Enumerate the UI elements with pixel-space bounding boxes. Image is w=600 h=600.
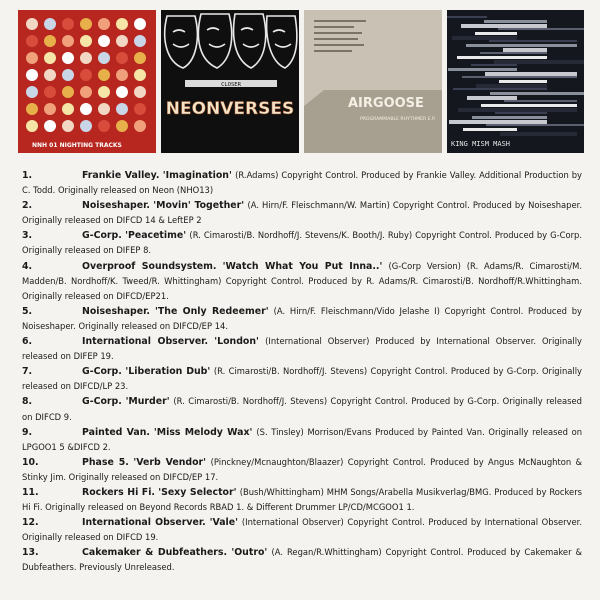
track-artist: Noiseshaper. xyxy=(82,200,150,212)
glitch-bar xyxy=(481,104,577,107)
track-number: 9. xyxy=(22,426,33,438)
track-entry xyxy=(22,545,582,575)
track-title: 'Murder' xyxy=(125,396,170,408)
track-entry xyxy=(22,304,582,334)
dot-shape xyxy=(26,120,38,132)
glitch-bar xyxy=(498,28,584,30)
track-title: 'Verb Vendor' xyxy=(133,456,207,468)
dot-shape xyxy=(62,86,74,98)
dot-shape xyxy=(80,35,92,47)
dot-shape xyxy=(116,52,128,64)
track-number: 13. xyxy=(22,547,39,559)
track-entry xyxy=(22,364,582,394)
cover-small-text: CLOSER xyxy=(221,82,241,88)
track-credit: (R.Adams) Copyright Control. Produced by Frankie Valley. Additional Production by C. Todd. Originally released on Neon (NHO13) xyxy=(22,170,583,196)
track-number: 2. xyxy=(22,200,33,212)
dot-shape xyxy=(116,103,128,115)
track-title: 'Sexy Selector' xyxy=(158,486,237,498)
track-number: 5. xyxy=(22,305,33,317)
dot-shape xyxy=(26,35,38,47)
dot-shape xyxy=(116,69,128,81)
dot-shape xyxy=(134,18,146,30)
track-title: 'Miss Melody Wax' xyxy=(153,426,253,438)
track-entry xyxy=(22,259,582,304)
track-credit: (R. Cimarosti/B. Nordhoff/J. Stevens) Copyright Control. Produced by G-Corp. Originally released on DIFCD/LP 23. xyxy=(22,366,582,392)
dot-shape xyxy=(98,69,110,81)
dot-shape xyxy=(44,18,56,30)
glitch-bar xyxy=(499,80,547,83)
dot-shape xyxy=(62,103,74,115)
glitch-bar xyxy=(494,60,584,64)
dot-shape xyxy=(26,69,38,81)
glitch-bar xyxy=(457,56,547,59)
glitch-bar xyxy=(472,116,547,119)
glitch-bar xyxy=(500,132,577,136)
track-number: 11. xyxy=(22,486,39,498)
glitch-bar xyxy=(462,76,577,78)
glitch-bar xyxy=(461,24,547,28)
glitch-bar xyxy=(486,124,584,126)
track-credit: (G-Corp Version) (R. Adams/R. Cimarosti/M. Madden/B. Nordhoff/K. Tweed/R. Whittingham) Copyright Control. Produced by R. Adams/R. Cimarosti/B. Nordhoff/R.Whittingham. Originally released on DIFCD/EP21. xyxy=(22,260,582,301)
track-artist: International Observer. xyxy=(82,517,206,529)
dot-shape xyxy=(62,69,74,81)
glitch-bar xyxy=(489,40,577,42)
glitch-cover xyxy=(447,10,584,153)
track-title: 'Peacetime' xyxy=(125,230,187,242)
track-credit: (Pinckney/Mcnaughton/Blaazer) Copyright Control. Produced by Angus McNaughton & Stinky Jim. Originally released on DIFCD/EP 17. xyxy=(22,456,582,482)
glitch-bar xyxy=(484,20,547,23)
glitch-bar xyxy=(463,128,517,131)
dot-shape xyxy=(44,69,56,81)
track-credit: (A. Hirn/F. Fleischmann/Vido Jelashe I) Copyright Control. Produced by Noiseshaper. Originally released on DIFCD/EP 14. xyxy=(22,305,582,331)
track-artist: Rockers Hi Fi. xyxy=(82,486,155,498)
dot-shape xyxy=(26,18,38,30)
track-entry xyxy=(22,515,582,545)
track-credit: (S. Tinsley) Morrison/Evans Produced by Painted Van. Originally released on LPGOO1 5 &DIFCD 2. xyxy=(22,426,583,452)
neonverses-cover xyxy=(161,10,299,153)
track-title: 'Watch What You Put Inna..' xyxy=(222,260,383,272)
track-artist: G-Corp. xyxy=(82,230,122,242)
dot-shape xyxy=(134,52,146,64)
track-artist: G-Corp. xyxy=(82,366,122,378)
track-title: 'Imagination' xyxy=(162,170,232,181)
dot-shape xyxy=(80,120,92,132)
track-artist: Noiseshaper. xyxy=(82,305,150,317)
album-covers-row xyxy=(18,10,584,156)
dot-shape xyxy=(80,69,92,81)
dot-shape xyxy=(26,52,38,64)
track-number: 3. xyxy=(22,230,33,242)
glitch-bar xyxy=(449,120,547,124)
neon-red-cover xyxy=(18,10,156,153)
glitch-bar xyxy=(458,108,577,112)
track-credit: (A. Regan/R.Whittingham) Copyright Control. Produced by Cakemaker & Dubfeathers. Previously Unreleased. xyxy=(22,547,582,573)
airgoose-cover xyxy=(304,10,442,153)
glitch-bar xyxy=(447,16,487,18)
dot-shape xyxy=(134,69,146,81)
track-number: 4. xyxy=(22,260,33,272)
track-credit: (Bush/Whittingham) MHM Songs/Arabella Musikverlag/BMG. Produced by Rockers Hi Fi. Originally released on Beyond Records RBAD 1. & Different Drummer LP/CD/MCGOO1 1. xyxy=(22,486,583,513)
dot-shape xyxy=(98,103,110,115)
glitch-bar xyxy=(480,52,547,54)
track-artist: G-Corp. xyxy=(82,396,122,408)
dot-shape xyxy=(134,103,146,115)
dot-shape xyxy=(62,120,74,132)
track-title: 'London' xyxy=(214,336,259,348)
dot-shape xyxy=(44,103,56,115)
track-number: 8. xyxy=(22,396,33,408)
track-credit: (International Observer) Produced by International Observer. Originally released on DIFEP 19. xyxy=(22,336,582,362)
track-title: 'The Only Redeemer' xyxy=(155,305,269,317)
airgoose-artwork xyxy=(304,10,442,153)
dot-shape xyxy=(44,35,56,47)
dot-shape xyxy=(44,52,56,64)
dot-shape xyxy=(62,52,74,64)
dot-shape xyxy=(80,86,92,98)
dot-shape xyxy=(134,120,146,132)
dot-shape xyxy=(98,18,110,30)
track-credit: (A. Hirn/F. Fleischmann/W. Martin) Copyright Control. Produced by Noiseshaper. Originally released on DIFCD 14 & LeftEP 2 xyxy=(22,200,582,226)
track-number: 7. xyxy=(22,366,33,378)
glitch-bar xyxy=(490,92,584,95)
dot-shape xyxy=(116,18,128,30)
track-title: 'Outro' xyxy=(231,547,268,559)
cover-title: NEONVERSES xyxy=(165,99,295,119)
track-number: 1. xyxy=(22,170,33,181)
dot-shape xyxy=(80,18,92,30)
cover-title: AIRGOOSE xyxy=(348,96,424,111)
dot-shape xyxy=(44,86,56,98)
dot-shape xyxy=(44,120,56,132)
glitch-bar xyxy=(504,100,577,102)
glitch-bar xyxy=(495,112,547,114)
glitch-bar xyxy=(453,88,547,90)
dot-shape xyxy=(98,120,110,132)
dot-shape xyxy=(62,35,74,47)
track-entry xyxy=(22,168,582,198)
dot-grid-artwork xyxy=(18,10,156,153)
track-number: 6. xyxy=(22,336,33,348)
dot-shape xyxy=(116,35,128,47)
track-listing xyxy=(22,168,582,576)
glitch-bar xyxy=(466,44,577,47)
track-number: 10. xyxy=(22,456,39,468)
dot-shape xyxy=(116,120,128,132)
track-artist: International Observer. xyxy=(82,336,209,348)
dot-shape xyxy=(98,35,110,47)
dot-shape xyxy=(62,18,74,30)
dot-shape xyxy=(26,86,38,98)
dot-shape xyxy=(26,103,38,115)
track-credit: (R. Cimarosti/B. Nordhoff/J. Stevens) Copyright Control. Produced by G-Corp. Originally released on DIFCD 9. xyxy=(22,396,583,422)
glitch-bar xyxy=(485,72,577,76)
track-title: 'Liberation Dub' xyxy=(125,366,211,378)
dot-shape xyxy=(134,86,146,98)
track-entry xyxy=(22,228,582,258)
dot-shape xyxy=(116,86,128,98)
dot-shape xyxy=(80,52,92,64)
glitch-bar xyxy=(452,36,517,40)
track-entry xyxy=(22,334,582,364)
dot-shape xyxy=(134,35,146,47)
glitch-bar xyxy=(471,64,517,66)
track-credit: (International Observer) Copyright Control. Produced by International Observer. Originally released on DIFCD 19. xyxy=(22,517,582,543)
track-title: 'Movin' Together' xyxy=(153,200,245,212)
glitch-bar xyxy=(475,32,517,35)
track-artist: Painted Van. xyxy=(82,426,150,438)
track-entry xyxy=(22,394,582,424)
track-artist: Frankie Valley. xyxy=(82,170,160,181)
track-artist: Cakemaker & Dubfeathers. xyxy=(82,547,228,559)
glitch-bar xyxy=(448,68,517,71)
faces-artwork xyxy=(161,10,299,153)
track-artist: Overproof Soundsystem. xyxy=(82,260,217,272)
cover-caption: KING MISM MASH xyxy=(451,140,511,148)
dot-shape xyxy=(98,52,110,64)
glitch-bar xyxy=(467,96,517,100)
track-title: 'Vale' xyxy=(209,517,238,529)
track-entry xyxy=(22,425,582,455)
dot-shape xyxy=(80,103,92,115)
glitch-artwork xyxy=(447,10,584,153)
cover-caption: NNH 01 NIGHTING TRACKS xyxy=(32,142,122,149)
glitch-bar xyxy=(476,84,547,88)
track-entry xyxy=(22,485,582,515)
track-entry xyxy=(22,455,582,485)
track-entry xyxy=(22,198,582,228)
track-number: 12. xyxy=(22,517,39,529)
track-credit: (R. Cimarosti/B. Nordhoff/J. Stevens/K. Booth/J. Ruby) Copyright Control. Produced by G-Corp. Originally released on DIFEP 8. xyxy=(22,230,582,256)
cover-subtitle: PROGRAMMABLE RHYTHMER E.P. xyxy=(360,117,436,122)
glitch-bar xyxy=(503,48,547,52)
dot-shape xyxy=(98,86,110,98)
track-artist: Phase 5. xyxy=(82,456,129,468)
